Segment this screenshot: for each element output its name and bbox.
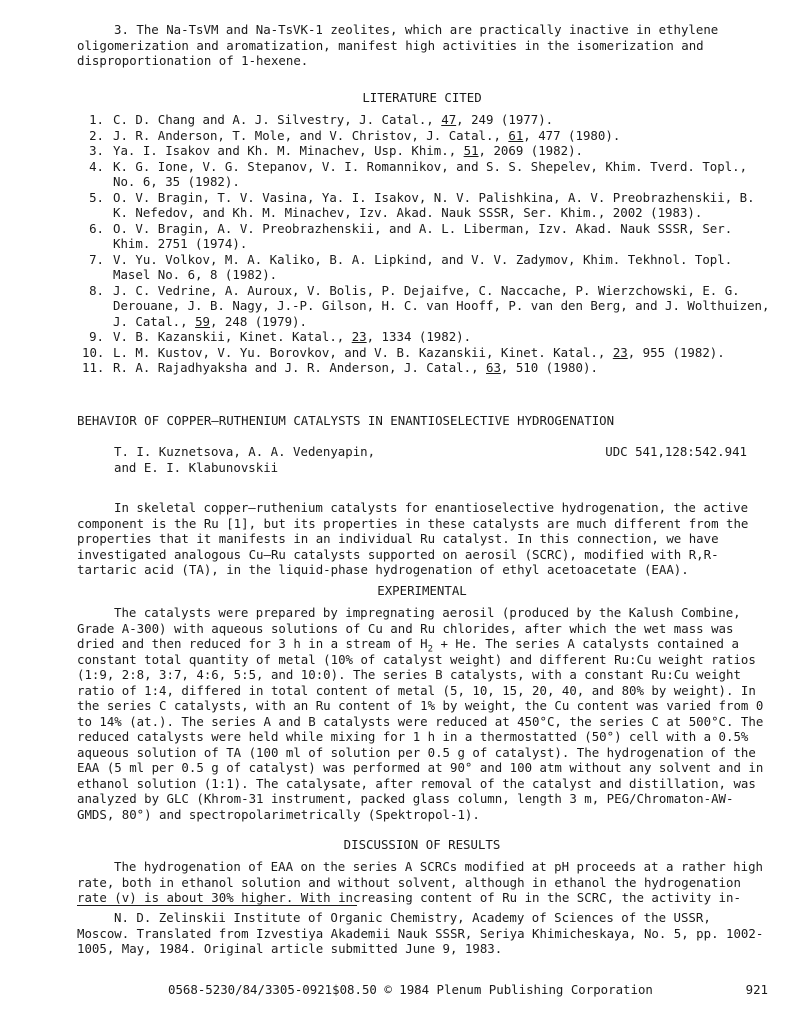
article-title: BEHAVIOR OF COPPER—RUTHENIUM CATALYSTS IN ENANTIOSELECTIVE HYDROGENATION [77, 413, 615, 428]
reference-text-end: , 955 (1982). [627, 344, 725, 360]
reference-items [82, 112, 772, 376]
reference-item [82, 360, 772, 376]
reference-item [82, 159, 772, 190]
reference-item [82, 345, 772, 361]
reference-number: 3. [89, 143, 104, 158]
reference-text-end: , 510 (1980). [500, 360, 598, 375]
footnote-rule [77, 905, 357, 906]
reference-volume: 63 [486, 360, 501, 375]
reference-item [82, 252, 772, 283]
reference-text: C. D. Chang and A. J. Silvestry, J. Catal., [113, 112, 442, 127]
reference-text: O. V. Bragin, A. V. Preobrazhenskii, and A. L. Liberman, Izv. Akad. Nauk SSSR, Ser. Khim. 2751 (1974). [113, 220, 733, 251]
author-block [77, 444, 767, 475]
reference-text: J. R. Anderson, T. Mole, and V. Christov, J. Catal., [113, 127, 509, 143]
udc-code: UDC 541,128:542.941 [605, 444, 747, 459]
page-footer [168, 982, 768, 998]
reference-number: 10. [82, 344, 105, 360]
reference-number: 7. [89, 251, 104, 267]
discussion-heading: DISCUSSION OF RESULTS [343, 837, 501, 852]
reference-volume: 51 [463, 143, 479, 158]
references-list [82, 112, 772, 376]
literature-heading: LITERATURE CITED [362, 90, 482, 105]
reference-text-end: , 477 (1980). [523, 127, 621, 143]
reference-volume: 59 [195, 313, 210, 329]
reference-text: K. G. Ione, V. G. Stepanov, V. I. Romannikov, and S. S. Shepelev, Khim. Tverd. Topl., No. 6, 35 (1982). [113, 158, 748, 189]
reference-text: R. A. Rajadhyaksha and J. R. Anderson, J. Catal., [113, 360, 486, 375]
experimental-heading: EXPERIMENTAL [377, 583, 467, 598]
page-number: 921 [745, 982, 768, 997]
reference-item [82, 283, 772, 330]
reference-volume: 47 [441, 112, 457, 127]
reference-text: J. C. Vedrine, A. Auroux, V. Bolis, P. Dejaifve, C. Naccache, P. Wierzchowski, E. G. Derouane, J. B. Nagy, J.-P. Gilson, H. C. van Hooff, P. van den Berg, and J. Wolthuizen, J. Catal., [113, 282, 770, 329]
intro-paragraph: 3. The Na-TsVM and Na-TsVK-1 zeolites, which are practically inactive in ethylene oligomerization and aromatization, manifest high activities in the isomerization and disproportionation of 1-hexene. [77, 22, 719, 68]
reference-item [82, 329, 772, 345]
reference-number: 4. [89, 158, 104, 174]
footnote-block [77, 910, 767, 957]
reference-number: 5. [89, 189, 104, 205]
reference-text: O. V. Bragin, T. V. Vasina, Ya. I. Isakov, N. V. Palishkina, A. V. Preobrazhenskii, B. K. Nefedov, and Kh. M. Minachev, Izv. Akad. Nauk SSSR, Ser. Khim., 2002 (1983). [113, 189, 755, 220]
abstract-paragraph: In skeletal copper—ruthenium catalysts for enantioselective hydrogenation, the active component is the Ru [1], but its properties in these catalysts are much different from the properties that it manifests in an individual Ru catalyst. In this connection, we have investigated analogous Cu—Ru catalysts supported on aerosil (SCRC), modified with R,R-tartaric acid (TA), in the liquid-phase hydrogenation of ethyl acetoacetate (EAA). [77, 500, 749, 577]
reference-item [82, 112, 772, 128]
reference-number: 2. [89, 127, 104, 143]
reference-text: L. M. Kustov, V. Yu. Borovkov, and V. B. Kazanskii, Kinet. Katal., [113, 344, 613, 360]
reference-text: Ya. I. Isakov and Kh. M. Minachev, Usp. Khim., [113, 143, 464, 158]
reference-text-end: , 1334 (1982). [366, 329, 472, 344]
reference-item [82, 143, 772, 159]
footer-code: 0568-5230/84/3305-0921$08.50 © 1984 Plenum Publishing Corporation [168, 982, 653, 997]
reference-volume: 23 [351, 329, 367, 344]
h2-subscript: 2 [427, 644, 434, 655]
reference-volume: 61 [508, 127, 524, 143]
discussion-paragraph: The hydrogenation of EAA on the series A SCRCs modified at pH proceeds at a rather high rate, both in ethanol solution and without solvent, although in ethanol the hydrogenation rate (v) is about 30% higher. With increasing content of Ru in the SCRC, the activity in- [77, 859, 764, 905]
reference-number: 9. [89, 329, 104, 344]
abstract-block [77, 500, 767, 578]
reference-volume: 23 [612, 344, 628, 360]
experimental-text-rest: + He. The series A catalysts contained a constant total quantity of metal (10% of catalyst weight) and different Ru:Cu weight ratios (1:9, 2:8, 3:7, 4:6, 5:5, and 10:0). The series B catalysts, with a constant Ru:Cu weight ratio of 1:4, differed in total content of metal (5, 10, 15, 20, 40, and 80% by weight). In the series C catalysts, with an Ru content of 1% by weight, the Cu content was varied from 0 to 14% (at.). The series A and B catalysts were reduced at 450°C, the series C at 500°C. The reduced catalysts were held while mixing for 1 h in a thermostatted (50°) cell with a 0.5% aqueous solution of TA (100 ml of solution per 0.5 g of catalyst). The hydrogenation of the EAA (5 ml per 0.5 g of catalyst) was performed at 90° and 100 atm without any solvent and in ethanol solution (1:1). The catalysate, after removal of the catalyst and distillation, was analyzed by GLC (Khrom-31 instrument, packed glass column, length 3 m, PEG/Chromaton-AW-GMDS, 80°) and spectropolarimetrically (Spektropol-1). [77, 636, 764, 822]
experimental-block [77, 605, 767, 822]
reference-item [82, 128, 772, 144]
reference-text-end: , 2069 (1982). [478, 143, 583, 158]
authors-line-1: T. I. Kuznetsova, A. A. Vedenyapin, [114, 444, 376, 459]
reference-number: 8. [89, 282, 104, 298]
footnote-paragraph: N. D. Zelinskii Institute of Organic Chemistry, Academy of Sciences of the USSR, Moscow. Translated from Izvestiya Akademii Nauk SSSR, Seriya Khimicheskaya, No. 5, pp. 1002-1005, May, 1984. Original article submitted June 9, 1983. [77, 910, 764, 956]
experimental-paragraph [77, 605, 767, 822]
intro-block [77, 22, 767, 69]
reference-text-end: , 249 (1977). [456, 112, 554, 127]
discussion-block [77, 859, 767, 906]
reference-item [82, 190, 772, 221]
reference-number: 6. [89, 220, 104, 236]
experimental-text-start: The catalysts were prepared by impregnating aerosil (produced by the Kalush Combine, Grade A-300) with aqueous solutions of Cu and Ru chlorides, after which the wet mass was dried and then reduced for 3 h in a stream of H [77, 605, 741, 651]
authors-line-2: and E. I. Klabunovskii [114, 459, 279, 475]
reference-text: V. B. Kazanskii, Kinet. Katal., [113, 329, 352, 344]
reference-text: V. Yu. Volkov, M. A. Kaliko, B. A. Lipkind, and V. V. Zadymov, Khim. Tekhnol. Topl. Masel No. 6, 8 (1982). [113, 251, 733, 282]
reference-item [82, 221, 772, 252]
reference-text-end: , 248 (1979). [209, 313, 307, 329]
reference-number: 11. [82, 360, 105, 375]
reference-number: 1. [89, 112, 104, 127]
